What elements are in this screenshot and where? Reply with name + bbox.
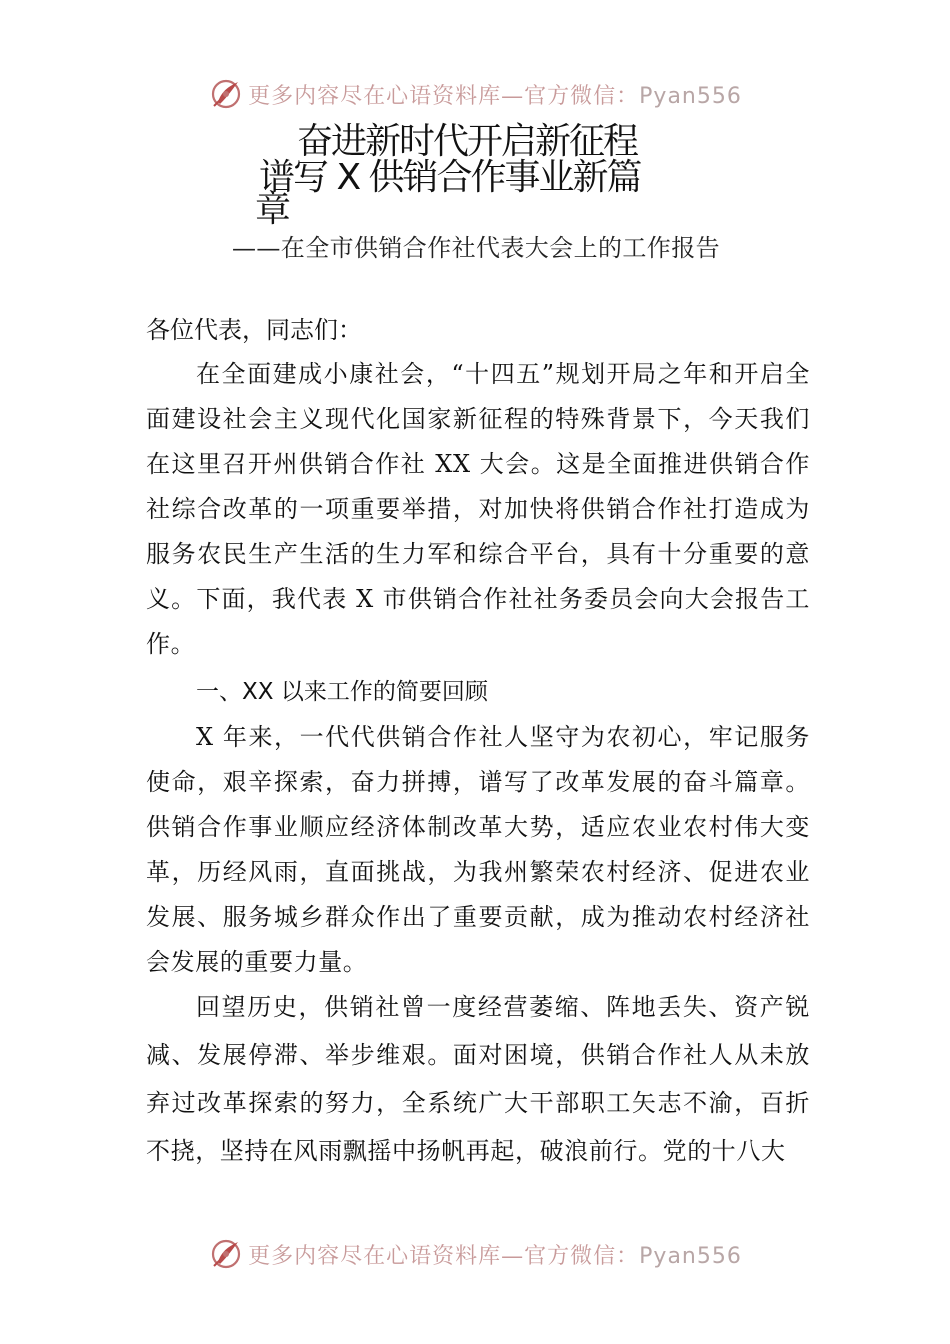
watermark-footer xyxy=(0,1234,950,1274)
title-line-1: 奋进新时代开启新征程 xyxy=(297,121,638,162)
watermark-logo-icon xyxy=(208,1236,244,1272)
watermark-text: 更多内容尽在心语资料库—官方微信：Pyan556 xyxy=(248,83,742,109)
document-body xyxy=(146,308,810,1175)
section-heading: 一、XX 以来工作的简要回顾 xyxy=(196,679,488,705)
watermark-text: 更多内容尽在心语资料库—官方微信：Pyan556 xyxy=(248,1243,742,1269)
section-paragraph: 回望历史，供销社曾一度经营萎缩、阵地丢失、资产锐减、发展停滞、举步维艰。面对困境，供销合作社人从未放弃过改革探索的努力，全系统广大干部职工矢志不渝，百折不挠，坚持在风雨飘摇中扬帆再起，破浪前行。党的十八大 xyxy=(146,993,810,1165)
title-line-2: 谱写 X 供销合作事业新篇 章 xyxy=(255,157,641,230)
watermark-logo-icon xyxy=(208,76,244,112)
title-line-2-overflow: 章 xyxy=(255,189,290,230)
section-paragraph: X 年来，一代代供销合作社人坚守为农初心，牢记服务使命，艰辛探索，奋力拼搏，谱写了改革发展的奋斗篇章。供销合作事业顺应经济体制改革大势，适应农业农村伟大变革，历经风雨，直面挑战，为我州繁荣农村经济、促进农业发展、服务城乡群众作出了重要贡献，成为推动农村经济社会发展的重要力量。 xyxy=(146,723,810,976)
intro-paragraph: 在全面建成小康社会，“十四五”规划开局之年和开启全面建设社会主义现代化国家新征程的特殊背景下，今天我们在这里召开州供销合作社 XX 大会。这是全面推进供销合作社综合改革的一项重要举措，对加快将供销合作社打造成为服务农民生产生活的生力军和综合平台，具有十分重要的意义。下面，我代表 X 市供销合作社社务委员会向大会报告工作。 xyxy=(146,360,810,658)
document-subtitle: ——在全市供销合作社代表大会上的工作报告 xyxy=(232,234,720,262)
watermark-header xyxy=(0,74,950,114)
salutation: 各位代表，同志们： xyxy=(146,316,362,344)
